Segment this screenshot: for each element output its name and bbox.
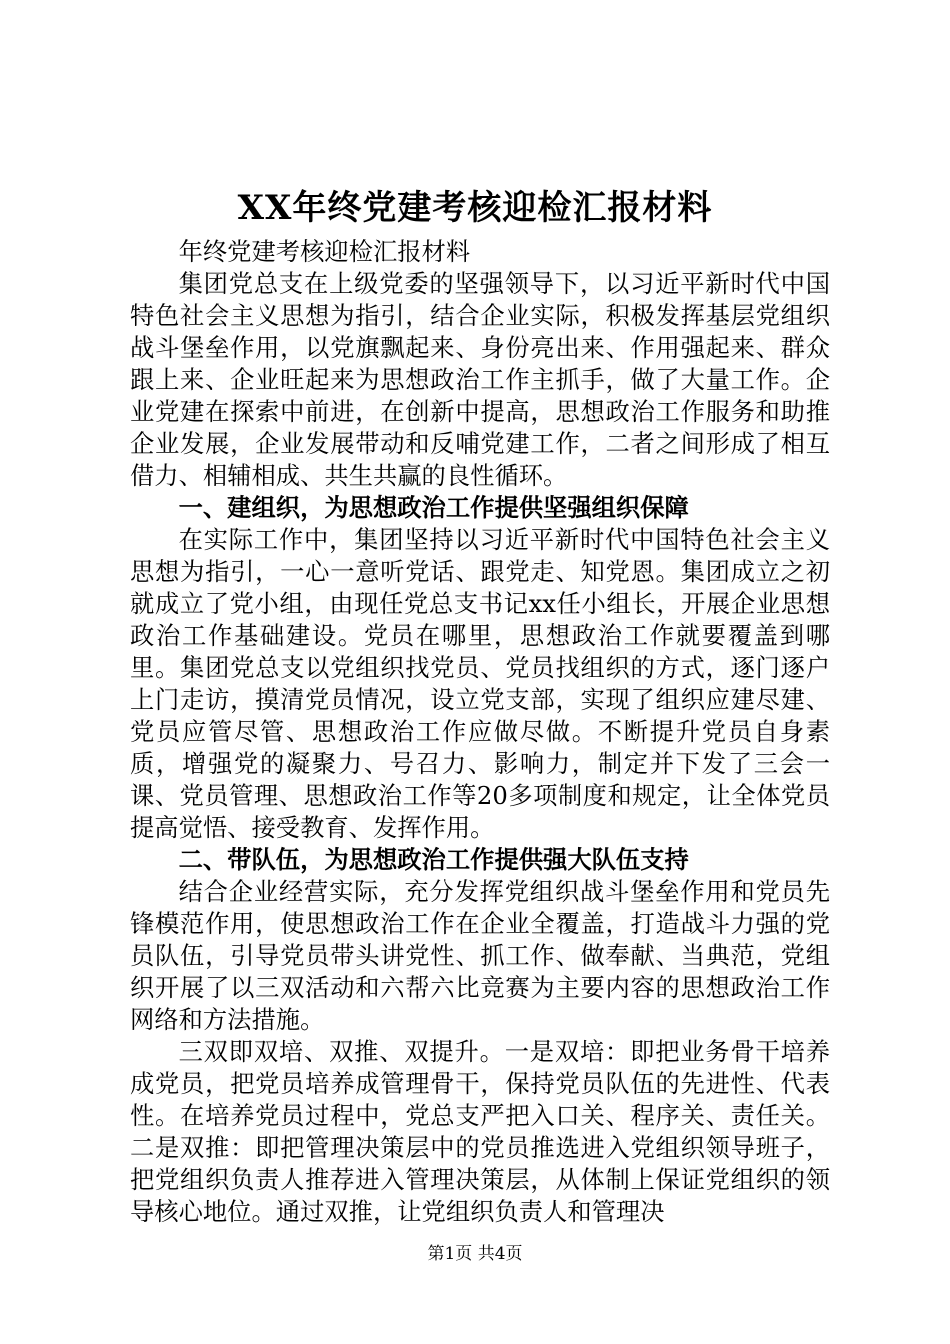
subtitle-paragraph: 年终党建考核迎检汇报材料 — [178, 237, 471, 266]
intro-paragraph: 集团党总支在上级党委的坚强领导下，以习近平新时代中国特色社会主义思想为指引，结合企业实际，积极发挥基层党组织战斗堡垒作用，以党旗飘起来、身份亮出来、作用强起来、群众跟上来、企业旺起来为思想政治工作主抓手，做了大量工作。企业党建在探索中前进，在创新中提高，思想政治工作服务和助推企业发展，企业发展带动和反哺党建工作，二者之间形成了相互借力、相辅相成、共生共赢的良性循环。 — [130, 269, 830, 490]
section-heading-1: 一、建组织，为思想政治工作提供坚强组织保障 — [178, 493, 689, 522]
document-title: XX年终党建考核迎检汇报材料 — [237, 188, 713, 228]
section-1-paragraph: 在实际工作中，集团坚持以习近平新时代中国特色社会主义思想为指引，一心一意听党话、跟党走、知党恩。集团成立之初就成立了党小组，由现任党总支书记xx任小组长，开展企业思想政治工作基础建设。党员在哪里，思想政治工作就要覆盖到哪里。集团党总支以党组织找党员、党员找组织的方式，逐门逐户上门走访，摸清党员情况，设立党支部，实现了组织应建尽建、党员应管尽管、思想政治工作应做尽做。不断提升党员自身素质，增强党的凝聚力、号召力、影响力，制定并下发了三会一课、党员管理、思想政治工作等20多项制度和规定，让全体党员提高觉悟、接受教育、发挥作用。 — [130, 525, 830, 842]
section-2-paragraph-2: 三双即双培、双推、双提升。一是双培：即把业务骨干培养成党员，把党员培养成管理骨干，保持党员队伍的先进性、代表性。在培养党员过程中，党总支严把入口关、程序关、责任关。二是双推：即把管理决策层中的党员推选进入党组织领导班子，把党组织负责人推荐进入管理决策层，从体制上保证党组织的领导核心地位。通过双推，让党组织负责人和管理决 — [130, 1037, 830, 1226]
section-2-paragraph-1: 结合企业经营实际，充分发挥党组织战斗堡垒作用和党员先锋模范作用，使思想政治工作在企业全覆盖，打造战斗力强的党员队伍，引导党员带头讲党性、抓工作、做奉献、当典范，党组织开展了以三双活动和六帮六比竞赛为主要内容的思想政治工作网络和方法措施。 — [130, 877, 830, 1034]
section-heading-2: 二、带队伍，为思想政治工作提供强大队伍支持 — [178, 845, 689, 874]
document-body — [130, 236, 830, 1228]
page-footer: 第1页 共4页 — [427, 1244, 523, 1264]
